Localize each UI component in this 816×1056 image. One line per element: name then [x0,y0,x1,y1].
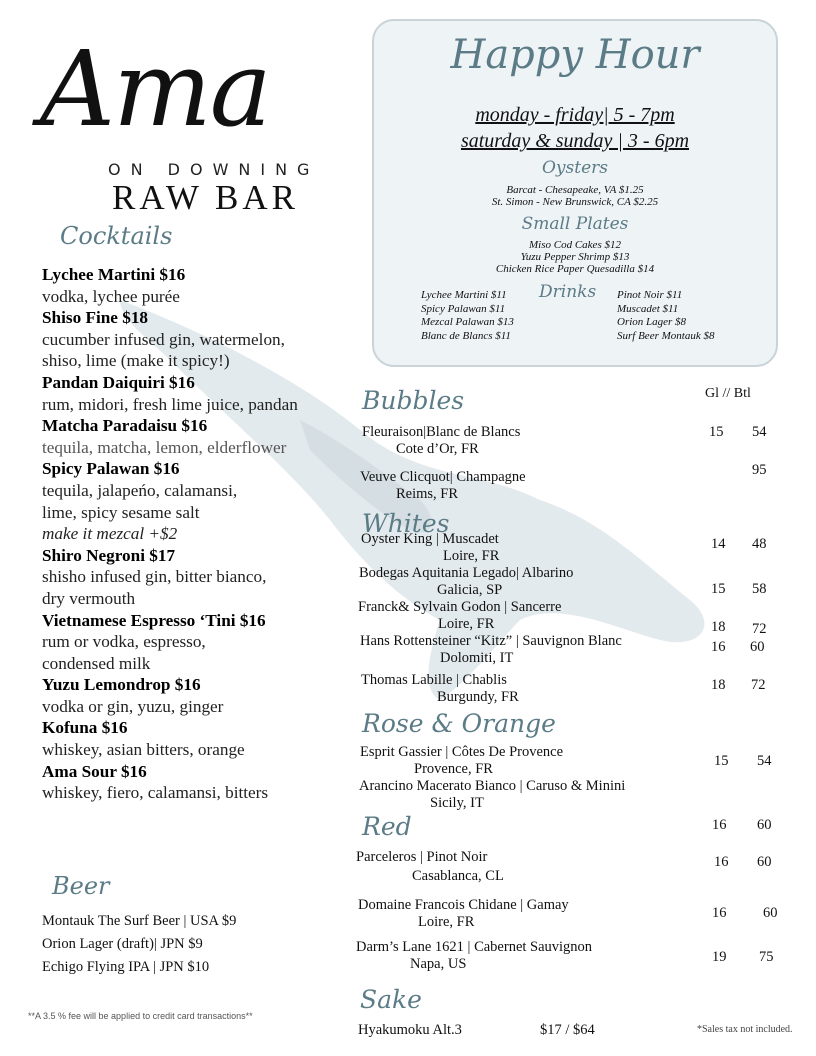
price-glass: 16 [714,854,729,870]
price-bottle: 54 [752,424,767,440]
price-bottle: 75 [759,949,774,965]
cocktail-desc: condensed milk [42,653,151,673]
price-glass: 15 [709,424,724,440]
drink-item: Orion Lager $8 [617,316,687,328]
wine-region: Burgundy, FR [437,689,519,705]
wine-region: Napa, US [410,956,467,972]
cocktails-heading: Cocktails [60,222,173,250]
happy-hour-weekday: monday - friday| 5 - 7pm [475,104,675,126]
price-bottle: 54 [757,753,772,769]
logo-subtitle: ON DOWNING [108,160,320,179]
drink-item: Mezcal Palawan $13 [421,316,514,328]
wine-name: Hyakumoku Alt.3 [358,1022,462,1038]
wine-name: Parceleros | Pinot Noir [356,849,488,865]
drinks-right-list [617,289,714,343]
wine-region: Casablanca, CL [412,868,504,884]
price-bottle: 60 [757,854,772,870]
beer-heading: Beer [52,872,110,900]
drink-item: Surf Beer Montauk $8 [617,329,715,342]
price-bottle: 72 [751,677,766,693]
logo-raw-bar: RAW BAR [112,178,299,217]
drink-item: Lychee Martini $11 [421,289,507,301]
wine-name: Esprit Gassier | Côtes De Provence [360,744,564,760]
oyster-item: St. Simon - New Brunswick, CA $2.25 [491,196,659,208]
wine-name: Arancino Macerato Bianco | Caruso & Minini [359,778,626,794]
cocktail-name: Pandan Daiquiri $16 [42,372,195,392]
price-glass: 15 [714,753,729,769]
cocktail-desc: rum or vodka, espresso, [42,632,206,652]
cocktail-name: Lychee Martini $16 [42,265,186,284]
drink-item: Spicy Palawan $11 [421,302,506,315]
cocktail-desc: whiskey, fiero, calamansi, bitters [42,783,269,803]
wine-region: Sicily, IT [430,795,484,811]
wine-region: Galicia, SP [437,582,503,598]
wine-name: Darm’s Lane 1621 | Cabernet Sauvignon [356,939,593,955]
cocktails-list [42,264,347,804]
drinks-heading: Drinks [539,282,597,302]
beer-item: Montauk The Surf Beer | USA $9 [42,913,237,929]
cocktail-name: Yuzu Lemondrop $16 [42,675,201,695]
wine-name: Veuve Clicquot| Champagne [360,469,526,485]
drink-item: Pinot Noir $11 [617,289,683,301]
wine-region: Provence, FR [414,761,493,777]
sales-tax-note: *Sales tax not included. [697,1024,793,1035]
cocktail-desc: rum, midori, fresh lime juice, pandan [42,394,298,414]
cocktail-name: Ama Sour $16 [42,761,147,781]
happy-hour-weekend: saturday & sunday | 3 - 6pm [460,130,690,152]
price-bottle: 60 [763,905,778,921]
cocktail-desc: tequila, matcha, lemon, elderflower [42,437,287,457]
wine-name: Bodegas Aquitania Legado| Albarino [359,565,574,581]
cocktail-desc: shisho infused gin, bitter bianco, [42,567,267,587]
price-glass: 16 [712,817,727,833]
price-bottle: 72 [752,621,767,637]
price-glass: 16 [711,639,726,655]
price-bottle: 95 [752,462,767,478]
price-glass: 19 [712,949,727,965]
plate-item: Yuzu Pepper Shrimp $13 [520,251,630,263]
cocktail-desc: shiso, lime (make it spicy!) [42,351,230,371]
price-glass: 18 [711,619,726,635]
cocktail-desc: vodka or gin, yuzu, ginger [42,696,224,716]
plate-item: Miso Cod Cakes $12 [529,239,621,251]
cocktail-desc: vodka, lychee purée [42,286,180,306]
cocktail-name: Shiro Negroni $17 [42,545,176,565]
drinks-left-list [421,289,514,343]
wine-name: Oyster King | Muscadet [361,531,499,547]
price-glass: 15 [711,581,726,597]
oysters-heading: Oysters [541,158,608,178]
red-heading: Red [362,812,412,841]
bubbles-heading: Bubbles [362,386,465,415]
price-glass: 14 [711,536,726,552]
whites-heading: Whites [362,509,450,538]
drink-item: Blanc de Blancs $11 [421,329,511,342]
logo-ama: Ama [40,28,270,150]
plate-item: Chicken Rice Paper Quesadilla $14 [495,263,655,275]
price-bottle: 60 [757,817,772,833]
happy-hour-title: Happy Hour [450,32,700,78]
cocktail-item [42,264,347,286]
wine-region: Loire, FR [443,548,500,564]
credit-card-note: **A 3.5 % fee will be applied to credit card transactions** [28,1011,253,1021]
wine-region: Loire, FR [438,616,495,632]
cocktail-name: Shiso Fine $18 [42,308,149,328]
price-bottle: 60 [750,639,765,655]
wine-name: Franck& Sylvain Godon | Sancerre [358,599,562,615]
beer-item: Echigo Flying IPA | JPN $10 [42,959,210,975]
sake-price: $17 / $64 [540,1022,595,1038]
cocktail-name: Vietnamese Espresso ‘Tini $16 [42,610,266,630]
wine-name: Hans Rottensteiner “Kitz” | Sauvignon Blanc [360,633,622,649]
beer-item: Orion Lager (draft)| JPN $9 [42,936,203,952]
wine-region: Loire, FR [418,914,475,930]
wine-name: Fleuraison|Blanc de Blancs [362,424,521,440]
price-bottle: 48 [752,536,767,552]
small-plates-heading: Small Plates [521,214,629,234]
price-glass: 18 [711,677,726,693]
cocktail-extra: make it mezcal +$2 [42,524,178,544]
cocktail-desc: cucumber infused gin, watermelon, [42,329,285,349]
glass-bottle-header: Gl // Btl [705,386,751,401]
wine-name: Domaine Francois Chidane | Gamay [358,897,569,913]
wine-region: Dolomiti, IT [440,650,514,666]
wine-name: Thomas Labille | Chablis [361,672,507,688]
cocktail-desc: whiskey, asian bitters, orange [42,740,245,760]
cocktail-name: Spicy Palawan $16 [42,459,180,479]
drink-item: Muscadet $11 [617,302,679,315]
cocktail-name: Kofuna $16 [42,718,128,738]
oyster-item: Barcat - Chesapeake, VA $1.25 [506,184,644,196]
wine-region: Reims, FR [396,486,459,502]
cocktail-desc: lime, spicy sesame salt [42,502,200,522]
rose-orange-heading: Rose & Orange [362,709,556,738]
cocktail-desc: tequila, jalapeńo, calamansi, [42,480,238,500]
price-bottle: 58 [752,581,767,597]
wine-region: Cote d’Or, FR [396,441,479,457]
price-glass: 16 [712,905,727,921]
cocktail-name: Matcha Paradaisu $16 [42,416,208,436]
cocktail-desc: dry vermouth [42,588,136,608]
beer-list [42,910,236,979]
sake-heading: Sake [360,985,422,1014]
